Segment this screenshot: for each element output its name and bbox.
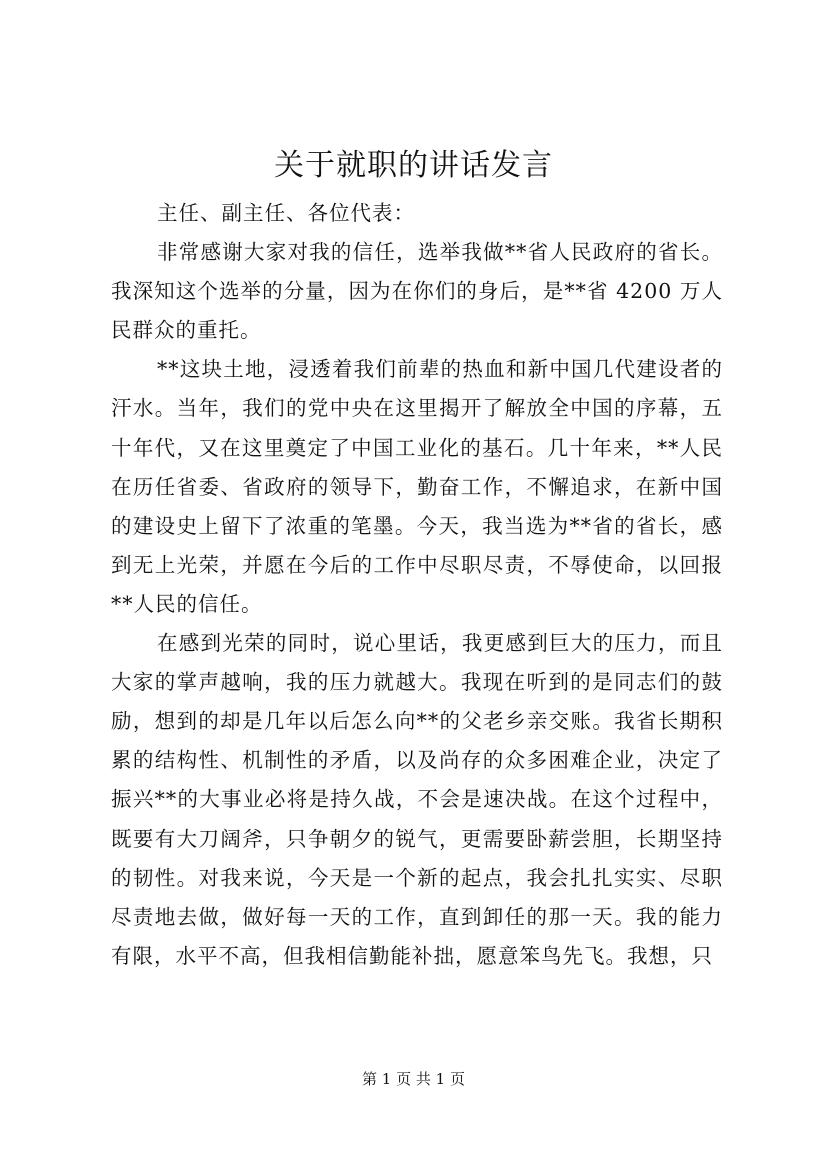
paragraph-3: 在感到光荣的同时，说心里话，我更感到巨大的压力，而且大家的掌声越响，我的压力就越大。我现在听到的是同志们的鼓励，想到的却是几年以后怎么向**的父老乡亲交账。我省长期积累的结构性、机制性的矛盾，以及尚存的众多困难企业，决定了振兴**的大事业必将是持久战，不会是速决战。在这个过程中，既要有大刀阔斧，只争朝夕的锐气，更需要卧薪尝胆，长期坚持的韧性。对我来说，今天是一个新的起点，我会扎扎实实、尽职尽责地去做，做好每一天的工作，直到卸任的那一天。我的能力有限，水平不高，但我相信勤能补拙，愿意笨鸟先飞。我想，只	[111, 631, 723, 968]
paragraph-1: 非常感谢大家对我的信任，选举我做**省人民政府的省长。我深知这个选举的分量，因为在你们的身后，是**省 4200 万人民群众的重托。	[111, 240, 723, 343]
salutation: 主任、副主任、各位代表：	[157, 201, 415, 225]
page-footer: 第 1 页 共 1 页	[362, 1070, 465, 1088]
document-body	[111, 194, 723, 976]
paragraph-2: **这块土地，浸透着我们前辈的热血和新中国几代建设者的汗水。当年，我们的党中央在这里揭开了解放全中国的序幕，五十年代，又在这里奠定了中国工业化的基石。几十年来，**人民在历任省委、省政府的领导下，勤奋工作，不懈追求，在新中国的建设史上留下了浓重的笔墨。今天，我当选为**省的省长，感到无上光荣，并愿在今后的工作中尽职尽责，不辱使命，以回报**人民的信任。	[111, 357, 723, 616]
document-title: 关于就职的讲话发言	[274, 148, 553, 183]
